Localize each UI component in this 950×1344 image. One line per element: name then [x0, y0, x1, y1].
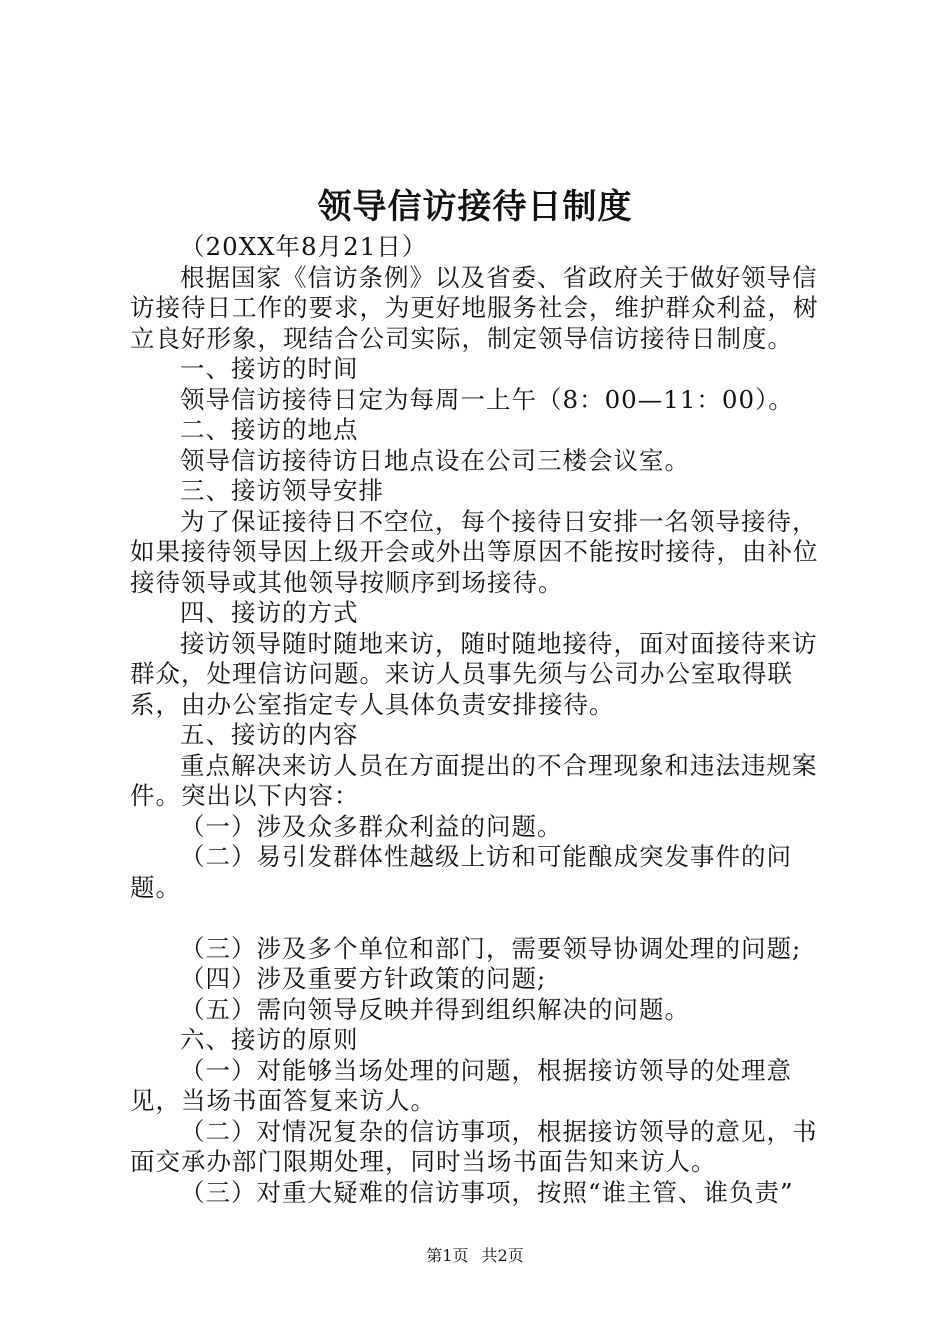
content-item-5: （五）需向领导反映并得到组织解决的问题。 [180, 994, 690, 1024]
section-heading-arrangement: 三、接访领导安排 [180, 476, 384, 505]
section-heading-method: 四、接访的方式 [180, 598, 359, 627]
content-item-3: （三）涉及多个单位和部门，需要领导协调处理的问题; [180, 933, 802, 963]
paragraph-method: 接访领导随时随地来访，随时随地接待，面对面接待来访群众，处理信访问题。来访人员事先须与公司办公室取得联系，由办公室指定专人具体负责安排接待。 [130, 628, 818, 719]
content-item-4: （四）涉及重要方针政策的问题; [180, 964, 547, 993]
content-item-1: （一）涉及众多群众利益的问题。 [180, 811, 563, 841]
section-heading-principles: 六、接访的原则 [180, 1025, 359, 1054]
paragraph-content: 重点解决来访人员在方面提出的不合理现象和违法违规案件。突出以下内容： [130, 750, 818, 810]
principle-item-2: （二）对情况复杂的信访事项，根据接访领导的意见，书面交承办部门限期处理，同时当场书面告知来访人。 [130, 1116, 818, 1176]
page-total: 共2页 [481, 1246, 524, 1265]
paragraph-location: 领导信访接待访日地点设在公司三楼会议室。 [180, 445, 690, 475]
page-footer [0, 1244, 950, 1268]
principle-item-1: （一）对能够当场处理的问题，根据接访领导的处理意见，当场书面答复来访人。 [130, 1055, 792, 1115]
section-heading-time: 一、接访的时间 [180, 354, 359, 383]
section-heading-content: 五、接访的内容 [180, 720, 359, 749]
paragraph-arrangement: 为了保证接待日不空位，每个接待日安排一名领导接待，如果接待领导因上级开会或外出等原因不能按时接待，由补位接待领导或其他领导按顺序到场接待。 [130, 506, 819, 597]
document-body [130, 232, 830, 1208]
document-title: 领导信访接待日制度 [317, 187, 633, 227]
date-line: （20XX年8月21日） [180, 232, 428, 261]
principle-item-3: （三）对重大疑难的信访事项，按照“谁主管、谁负责” [180, 1177, 794, 1207]
section-heading-location: 二、接访的地点 [180, 415, 359, 444]
blank-line [130, 903, 830, 934]
page-number: 第1页 [426, 1246, 469, 1265]
content-item-2: （二）易引发群体性越级上访和可能酿成突发事件的问题。 [130, 842, 792, 902]
paragraph-intro: 根据国家《信访条例》以及省委、省政府关于做好领导信访接待日工作的要求，为更好地服务社会，维护群众利益，树立良好形象，现结合公司实际，制定领导信访接待日制度。 [130, 262, 819, 353]
paragraph-time: 领导信访接待日定为每周一上午（8：00—11：00）。 [180, 384, 794, 414]
